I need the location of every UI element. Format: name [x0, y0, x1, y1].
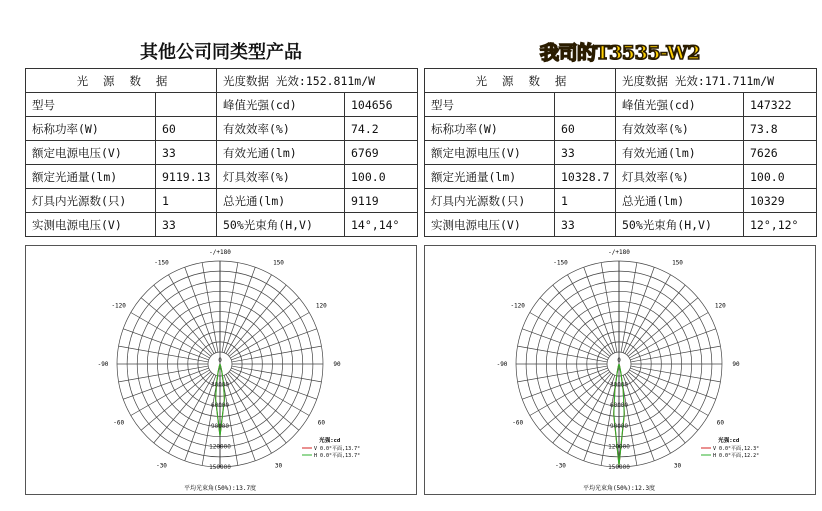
table-header-row	[26, 69, 418, 93]
radial-label: 60000	[609, 402, 629, 410]
cell-label: 额定电源电压(V)	[26, 141, 156, 165]
cell-label: 总光通(lm)	[616, 189, 744, 213]
grid-spoke	[231, 368, 317, 399]
grid-spoke	[231, 329, 317, 360]
grid-spoke	[601, 263, 617, 353]
chart-footer: 平均光束角(50%):13.7度	[183, 485, 257, 492]
table-row	[26, 165, 418, 189]
grid-spoke	[630, 368, 716, 399]
angle-label: -30	[555, 462, 566, 470]
cell-label: 有效光通(lm)	[616, 141, 744, 165]
grid-spoke	[522, 368, 608, 399]
legend-entry-h: H 0.0°平面,12.2°	[713, 453, 760, 459]
grid-spoke	[185, 267, 216, 353]
radial-label: 150000	[608, 464, 630, 471]
polar-chart-box	[424, 245, 816, 495]
radial-label: 150000	[209, 464, 231, 471]
right-header: 光度数据 光效:171.711m/W	[616, 69, 817, 93]
grid-spoke	[202, 263, 218, 353]
cell-label: 有效光通(lm)	[217, 141, 345, 165]
angle-label: -30	[156, 462, 167, 470]
radial-label: 30000	[210, 381, 230, 389]
angle-label: -120	[111, 302, 126, 310]
table-row	[425, 141, 817, 165]
grid-spoke	[202, 376, 218, 466]
grid-spoke	[224, 267, 255, 353]
cell-label: 型号	[425, 93, 555, 117]
chart-footer: 平均光束角(50%):12.3度	[582, 485, 656, 492]
grid-spoke	[623, 267, 654, 353]
table-row	[425, 189, 817, 213]
cell-value: 60	[555, 117, 616, 141]
cell-value	[156, 93, 217, 117]
cell-value: 100.0	[345, 165, 418, 189]
legend-title: 光强:cd	[319, 438, 341, 444]
radial-label: 0	[218, 357, 222, 364]
grid-spoke	[631, 366, 721, 382]
angle-label: 60	[716, 419, 724, 427]
angle-label: 120	[315, 302, 327, 310]
polar-light-distribution-chart	[425, 246, 815, 494]
cell-value: 7626	[744, 141, 817, 165]
angle-label: -/+180	[209, 249, 231, 256]
cell-label: 有效效率(%)	[217, 117, 345, 141]
cell-label: 实测电源电压(V)	[425, 213, 555, 237]
cell-value: 1	[555, 189, 616, 213]
angle-label: -60	[512, 419, 524, 427]
angle-label: 30	[274, 462, 283, 470]
table-row	[425, 165, 817, 189]
table-row	[26, 117, 418, 141]
table-row	[26, 189, 418, 213]
polar-light-distribution-chart	[26, 246, 416, 494]
cell-value: 1	[156, 189, 217, 213]
radial-label: 60000	[210, 402, 230, 410]
cell-value: 10329	[744, 189, 817, 213]
table-row	[425, 93, 817, 117]
angle-label: 150	[273, 259, 284, 267]
angle-label: -150	[553, 259, 568, 267]
cell-label: 灯具效率(%)	[616, 165, 744, 189]
cell-label: 灯具内光源数(只)	[26, 189, 156, 213]
cell-value: 104656	[345, 93, 418, 117]
grid-spoke	[222, 376, 238, 466]
panel-title: 我司的T3535-W2	[540, 42, 700, 64]
spec-table	[25, 68, 418, 237]
angle-label: -/+180	[608, 249, 630, 256]
cell-value: 74.2	[345, 117, 418, 141]
grid-spoke	[119, 346, 209, 362]
cell-label: 总光通(lm)	[217, 189, 345, 213]
grid-spoke	[123, 329, 209, 360]
cell-label: 峰值光强(cd)	[217, 93, 345, 117]
radial-label: 90000	[210, 422, 230, 430]
grid-spoke	[222, 263, 238, 353]
spec-table	[424, 68, 817, 237]
cell-value: 33	[555, 213, 616, 237]
cell-label: 型号	[26, 93, 156, 117]
cell-value: 10328.7	[555, 165, 616, 189]
radial-label: 0	[617, 357, 621, 364]
legend-title: 光强:cd	[718, 438, 740, 444]
grid-spoke	[518, 366, 608, 382]
table-row	[26, 93, 418, 117]
cell-label: 50%光束角(H,V)	[616, 213, 744, 237]
table-row	[26, 141, 418, 165]
cell-label: 额定光通量(lm)	[26, 165, 156, 189]
cell-label: 标称功率(W)	[26, 117, 156, 141]
table-row	[425, 213, 817, 237]
cell-label: 50%光束角(H,V)	[217, 213, 345, 237]
cell-value: 6769	[345, 141, 418, 165]
legend-entry-v: V 0.0°平面,12.3°	[713, 446, 760, 452]
angle-label: -90	[496, 361, 508, 368]
grid-spoke	[119, 366, 209, 382]
grid-spoke	[621, 263, 637, 353]
cell-value	[555, 93, 616, 117]
radial-label: 120000	[209, 443, 231, 451]
cell-value: 14°,14°	[345, 213, 418, 237]
angle-label: -120	[510, 302, 525, 310]
cell-value: 147322	[744, 93, 817, 117]
grid-spoke	[522, 329, 608, 360]
angle-label: 150	[672, 259, 683, 267]
angle-label: 120	[714, 302, 726, 310]
cell-value: 60	[156, 117, 217, 141]
legend-entry-h: H 0.0°平面,13.7°	[314, 453, 361, 459]
angle-label: 30	[673, 462, 682, 470]
grid-spoke	[584, 267, 615, 353]
cell-value: 73.8	[744, 117, 817, 141]
cell-label: 额定电源电压(V)	[425, 141, 555, 165]
panel-title: 其他公司同类型产品	[140, 42, 302, 63]
table-row	[26, 213, 418, 237]
cell-value: 100.0	[744, 165, 817, 189]
cell-value: 12°,12°	[744, 213, 817, 237]
grid-spoke	[631, 346, 721, 362]
left-header: 光 源 数 据	[425, 69, 616, 93]
cell-label: 灯具效率(%)	[217, 165, 345, 189]
grid-spoke	[630, 329, 716, 360]
angle-label: -150	[154, 259, 169, 267]
grid-spoke	[123, 368, 209, 399]
cell-label: 额定光通量(lm)	[425, 165, 555, 189]
cell-value: 9119	[345, 189, 418, 213]
cell-value: 33	[156, 141, 217, 165]
cell-value: 33	[555, 141, 616, 165]
grid-spoke	[232, 346, 322, 362]
legend-entry-v: V 0.0°平面,13.7°	[314, 446, 361, 452]
cell-value: 33	[156, 213, 217, 237]
table-row	[425, 117, 817, 141]
grid-spoke	[232, 366, 322, 382]
angle-label: -90	[97, 361, 109, 368]
grid-spoke	[518, 346, 608, 362]
cell-label: 标称功率(W)	[425, 117, 555, 141]
angle-label: 60	[317, 419, 325, 427]
left-header: 光 源 数 据	[26, 69, 217, 93]
radial-label: 120000	[608, 443, 630, 451]
radial-label: 30000	[609, 381, 629, 389]
cell-value: 9119.13	[156, 165, 217, 189]
polar-chart-box	[25, 245, 417, 495]
cell-label: 峰值光强(cd)	[616, 93, 744, 117]
table-header-row	[425, 69, 817, 93]
angle-label: -60	[113, 419, 125, 427]
cell-label: 灯具内光源数(只)	[425, 189, 555, 213]
cell-label: 有效效率(%)	[616, 117, 744, 141]
right-header: 光度数据 光效:152.811m/W	[217, 69, 418, 93]
angle-label: 90	[732, 361, 740, 368]
angle-label: 90	[333, 361, 341, 368]
cell-label: 实测电源电压(V)	[26, 213, 156, 237]
radial-label: 90000	[609, 422, 629, 430]
